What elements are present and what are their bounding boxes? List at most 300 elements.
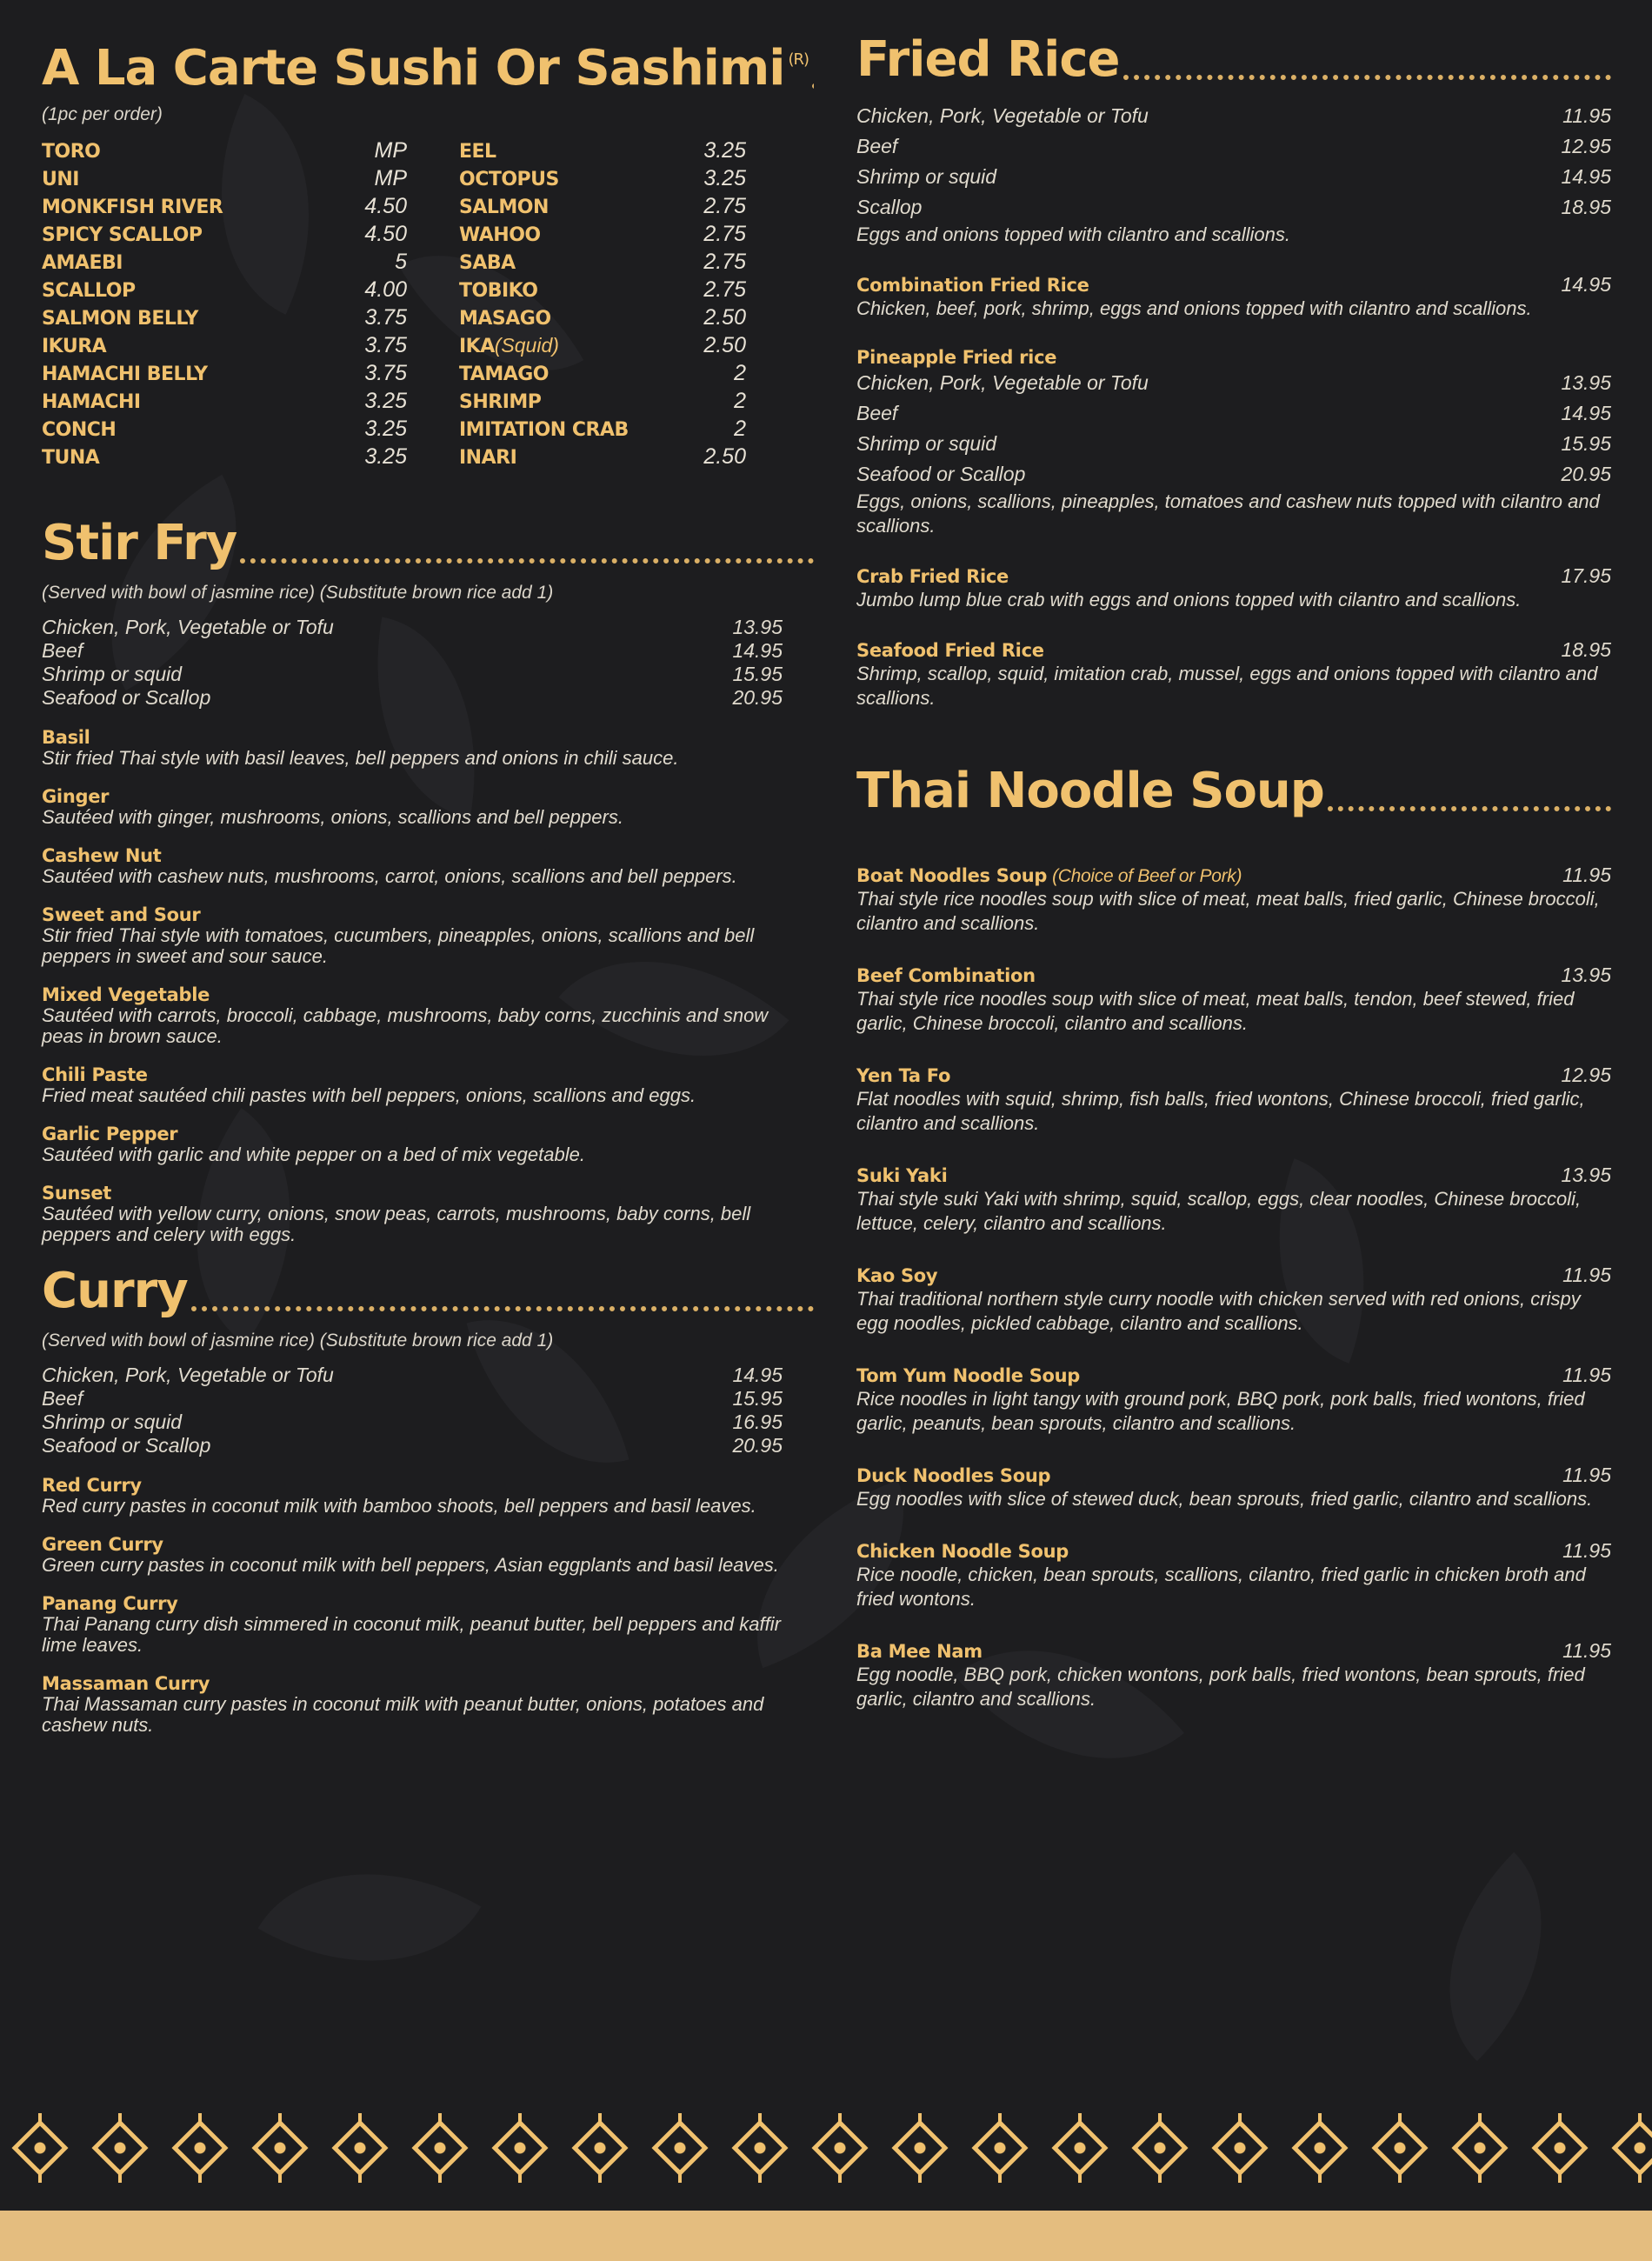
menu-item-desc: Rice noodle, chicken, bean sprouts, scallions, cilantro, fried garlic in chicken broth and fried wontons. bbox=[856, 1564, 1586, 1610]
sushi-name: HAMACHI bbox=[42, 391, 141, 413]
sushi-price: 2.50 bbox=[703, 444, 746, 469]
fried-rice-title bbox=[856, 31, 1611, 89]
protein-row bbox=[42, 1387, 783, 1411]
sushi-name-wrap bbox=[459, 360, 549, 388]
menu-item-desc: Jumbo lump blue crab with eggs and onions topped with cilantro and scallions. bbox=[856, 589, 1522, 610]
sushi-price: 2 bbox=[734, 389, 746, 413]
menu-item-header bbox=[856, 564, 1611, 588]
menu-item-name-text: Beef Combination bbox=[856, 965, 1036, 986]
curry-title bbox=[42, 1263, 814, 1320]
stir-fry-section bbox=[42, 515, 814, 1245]
menu-item-desc: Thai traditional northern style curry noodle with chicken served with red onions, crispy egg noodles, pickled cabbage, cilantro and scallions. bbox=[856, 1288, 1581, 1334]
sushi-name: SABA bbox=[459, 252, 516, 274]
menu-item-sub: (Choice of Beef or Pork) bbox=[1052, 866, 1242, 886]
menu-item-name bbox=[856, 1265, 937, 1286]
sushi-price: MP bbox=[374, 138, 407, 163]
sushi-name-wrap bbox=[42, 416, 116, 444]
sushi-price: 3.25 bbox=[364, 444, 407, 469]
menu-item-desc: Red curry pastes in coconut milk with bamboo shoots, bell peppers and basil leaves. bbox=[42, 1495, 756, 1517]
sushi-name: AMAEBI bbox=[42, 252, 123, 274]
protein-name: Seafood or Scallop bbox=[856, 463, 1026, 485]
menu-item-name: Sweet and Sour bbox=[42, 904, 201, 925]
menu-item-name: Pineapple Fried rice bbox=[856, 347, 1057, 368]
menu-item-header bbox=[856, 964, 1611, 987]
protein-row bbox=[856, 368, 1611, 398]
sushi-row bbox=[459, 416, 746, 444]
sushi-name-wrap bbox=[459, 332, 559, 360]
protein-price: 11.95 bbox=[1562, 104, 1611, 127]
protein-price: 14.95 bbox=[732, 1364, 783, 1386]
protein-name: Chicken, Pork, Vegetable or Tofu bbox=[42, 616, 334, 638]
sushi-name-wrap bbox=[42, 221, 203, 249]
sushi-price: 2.75 bbox=[703, 277, 746, 302]
protein-row bbox=[856, 459, 1611, 490]
footer-band bbox=[0, 2211, 1652, 2261]
sushi-row bbox=[459, 360, 746, 388]
title-dots bbox=[1123, 75, 1611, 80]
menu-item bbox=[856, 1464, 1611, 1511]
menu-item bbox=[42, 786, 783, 828]
sushi-price: 2 bbox=[734, 361, 746, 385]
pineapple-protein-list bbox=[856, 368, 1611, 490]
menu-item-desc: Sautéed with cashew nuts, mushrooms, carrot, onions, scallions and bell peppers. bbox=[42, 865, 737, 887]
stir-fry-note: (Served with bowl of jasmine rice) (Substitute brown rice add 1) bbox=[42, 583, 554, 603]
menu-item-desc: Thai Panang curry dish simmered in coconut milk, peanut butter, bell peppers and kaffir lime leaves. bbox=[42, 1613, 781, 1656]
menu-item-name bbox=[856, 965, 1036, 986]
sushi-row bbox=[459, 193, 746, 221]
sushi-row bbox=[459, 444, 746, 471]
sushi-price: 3.25 bbox=[703, 166, 746, 190]
sushi-name: TORO bbox=[42, 141, 101, 163]
menu-item bbox=[42, 1124, 783, 1165]
protein-price: 15.95 bbox=[1561, 432, 1611, 455]
menu-item-name: Combination Fried Rice bbox=[856, 275, 1089, 296]
noodle-soup-section bbox=[856, 763, 1611, 1711]
menu-item-desc: Sautéed with ginger, mushrooms, onions, scallions and bell peppers. bbox=[42, 806, 623, 828]
menu-item-price: 11.95 bbox=[1562, 864, 1611, 886]
menu-item bbox=[856, 638, 1611, 710]
sushi-name: SALMON BELLY bbox=[42, 308, 198, 330]
menu-item bbox=[856, 1064, 1611, 1136]
menu-item bbox=[42, 727, 783, 769]
sushi-name-sub: (Squid) bbox=[494, 334, 559, 357]
sushi-name: MONKFISH RIVER bbox=[42, 197, 223, 218]
title-dots bbox=[191, 1306, 814, 1311]
sushi-name-wrap bbox=[459, 221, 541, 249]
border-diamond-ornament bbox=[731, 2119, 788, 2176]
stir-fry-title bbox=[42, 515, 814, 572]
protein-row bbox=[856, 162, 1611, 192]
sushi-column-1 bbox=[42, 137, 407, 471]
sushi-name: INARI bbox=[459, 447, 517, 469]
menu-item bbox=[856, 347, 1611, 538]
sushi-price: 4.00 bbox=[364, 277, 407, 302]
left-column bbox=[42, 31, 814, 1753]
menu-item-desc: Shrimp, scallop, squid, imitation crab, mussel, eggs and onions topped with cilantro and scallions. bbox=[856, 663, 1598, 709]
sushi-price: 2.75 bbox=[703, 222, 746, 246]
menu-item-header bbox=[856, 273, 1611, 297]
protein-price: 14.95 bbox=[1561, 402, 1611, 424]
sushi-price: 5 bbox=[395, 250, 407, 274]
protein-name: Shrimp or squid bbox=[42, 1411, 183, 1433]
menu-item-name: Cashew Nut bbox=[42, 845, 162, 866]
menu-item bbox=[42, 904, 783, 967]
sushi-price: 2 bbox=[734, 417, 746, 441]
fried-rice-section bbox=[856, 31, 1611, 710]
sushi-name-wrap bbox=[42, 444, 99, 471]
protein-row bbox=[42, 1434, 783, 1457]
sushi-name-wrap bbox=[42, 304, 198, 332]
background-leaf bbox=[1391, 1852, 1600, 2061]
border-diamond-ornament bbox=[1131, 2119, 1188, 2176]
sushi-name-wrap bbox=[42, 388, 141, 416]
menu-item bbox=[42, 1475, 783, 1517]
menu-item-desc: Thai style rice noodles soup with slice of meat, meat balls, fried garlic, Chinese broccoli, cilantro and scallions. bbox=[856, 888, 1600, 934]
sushi-row bbox=[42, 332, 407, 360]
stir-fry-protein-list bbox=[42, 616, 783, 710]
sushi-row bbox=[459, 388, 746, 416]
sushi-name: WAHOO bbox=[459, 224, 541, 246]
menu-item bbox=[42, 1183, 783, 1245]
menu-item-name: Panang Curry bbox=[42, 1593, 178, 1614]
border-diamond-ornament bbox=[891, 2119, 948, 2176]
menu-item-name bbox=[856, 1165, 947, 1186]
menu-item-price: 11.95 bbox=[1562, 1264, 1611, 1286]
sushi-name-wrap bbox=[459, 416, 629, 444]
title-dots bbox=[1328, 806, 1611, 811]
curry-title-text: Curry bbox=[42, 1263, 188, 1319]
sushi-price: 2.75 bbox=[703, 194, 746, 218]
noodle-soup-items bbox=[856, 864, 1611, 1711]
sushi-price: 3.25 bbox=[364, 417, 407, 441]
menu-item-desc: Thai style suki Yaki with shrimp, squid, scallop, eggs, clear noodles, Chinese broccoli, lettuce, celery, cilantro and scallions. bbox=[856, 1188, 1582, 1234]
menu-item-header bbox=[856, 1264, 1611, 1287]
protein-price: 14.95 bbox=[732, 639, 783, 662]
menu-item-desc: Sautéed with yellow curry, onions, snow peas, carrots, mushrooms, baby corns, bell peppers and celery with eggs. bbox=[42, 1203, 751, 1245]
sushi-price: 4.50 bbox=[364, 194, 407, 218]
menu-item-header bbox=[856, 1064, 1611, 1087]
sushi-list bbox=[42, 137, 814, 471]
menu-item-header bbox=[856, 1164, 1611, 1187]
sushi-name-wrap bbox=[459, 277, 537, 304]
border-diamond-ornament bbox=[651, 2119, 708, 2176]
border-diamond-ornament bbox=[811, 2119, 868, 2176]
sushi-name-wrap bbox=[42, 360, 208, 388]
sushi-price: 2.50 bbox=[703, 305, 746, 330]
border-diamond-ornament bbox=[491, 2119, 548, 2176]
sushi-price: 2.50 bbox=[703, 333, 746, 357]
menu-item-desc: Green curry pastes in coconut milk with bell peppers, Asian eggplants and basil leaves. bbox=[42, 1554, 779, 1576]
sushi-name: SCALLOP bbox=[42, 280, 136, 302]
menu-item bbox=[856, 1264, 1611, 1336]
border-diamond-ornament bbox=[971, 2119, 1028, 2176]
protein-name: Shrimp or squid bbox=[42, 663, 183, 685]
sushi-name-wrap bbox=[459, 193, 549, 221]
protein-price: 15.95 bbox=[732, 1387, 783, 1410]
protein-price: 20.95 bbox=[732, 686, 783, 709]
menu-item-desc: Chicken, beef, pork, shrimp, eggs and onions topped with cilantro and scallions. bbox=[856, 297, 1532, 319]
decorative-border bbox=[0, 2113, 1652, 2183]
menu-item-name-text: Suki Yaki bbox=[856, 1165, 948, 1186]
sushi-name-wrap bbox=[42, 249, 123, 277]
sushi-name: IKURA bbox=[42, 336, 107, 357]
sushi-row bbox=[459, 304, 746, 332]
menu-item-name-text: Duck Noodles Soup bbox=[856, 1465, 1051, 1486]
menu-item-desc: Sautéed with carrots, broccoli, cabbage, mushrooms, baby corns, zucchinis and snow peas in brown sauce. bbox=[42, 1004, 769, 1047]
border-diamond-ornament bbox=[171, 2119, 228, 2176]
protein-row bbox=[42, 1364, 783, 1387]
menu-item-desc: Stir fried Thai style with basil leaves, bell peppers and onions in chili sauce. bbox=[42, 747, 679, 769]
menu-item-name bbox=[856, 1641, 983, 1662]
protein-row bbox=[42, 639, 783, 663]
menu-item-price: 11.95 bbox=[1562, 1639, 1611, 1662]
menu-item-header bbox=[856, 1364, 1611, 1387]
curry-note: (Served with bowl of jasmine rice) (Substitute brown rice add 1) bbox=[42, 1331, 554, 1351]
sushi-name: TOBIKO bbox=[459, 280, 538, 302]
sushi-name-wrap bbox=[42, 193, 223, 221]
sushi-row bbox=[459, 221, 746, 249]
curry-items bbox=[42, 1475, 783, 1736]
protein-name: Seafood or Scallop bbox=[42, 1434, 211, 1457]
protein-price: 13.95 bbox=[1561, 371, 1611, 394]
sushi-name: SALMON bbox=[459, 197, 549, 218]
menu-item bbox=[856, 864, 1611, 936]
menu-item-name: Sunset bbox=[42, 1183, 112, 1204]
protein-price: 20.95 bbox=[732, 1434, 783, 1457]
menu-item-name bbox=[856, 1541, 1069, 1562]
sushi-name: HAMACHI BELLY bbox=[42, 363, 208, 385]
border-diamond-ornament bbox=[1451, 2119, 1508, 2176]
menu-item-name: Ginger bbox=[42, 786, 110, 807]
sushi-row bbox=[459, 137, 746, 165]
protein-name: Chicken, Pork, Vegetable or Tofu bbox=[856, 104, 1149, 127]
registered-mark: (R) bbox=[788, 50, 809, 69]
noodle-soup-title-text: Thai Noodle Soup bbox=[856, 763, 1324, 819]
protein-price: 13.95 bbox=[732, 616, 783, 638]
menu-item bbox=[856, 1539, 1611, 1611]
sushi-row bbox=[42, 388, 407, 416]
title-dots bbox=[812, 83, 814, 89]
sushi-name-wrap bbox=[42, 137, 100, 165]
protein-name: Shrimp or squid bbox=[856, 165, 997, 188]
menu-item-price: 11.95 bbox=[1562, 1539, 1611, 1562]
menu-item-desc: Sautéed with garlic and white pepper on a bed of mix vegetable. bbox=[42, 1144, 585, 1165]
menu-item bbox=[42, 1593, 783, 1656]
border-diamond-ornament bbox=[411, 2119, 468, 2176]
menu-item-price: 13.95 bbox=[1561, 1164, 1611, 1186]
sushi-name-wrap bbox=[42, 277, 136, 304]
fried-rice-protein-list bbox=[856, 101, 1611, 223]
protein-row bbox=[856, 429, 1611, 459]
menu-item-header bbox=[856, 1464, 1611, 1487]
border-diamond-ornament bbox=[91, 2119, 148, 2176]
curry-protein-list bbox=[42, 1364, 783, 1457]
protein-price: 15.95 bbox=[732, 663, 783, 685]
menu-item bbox=[856, 1364, 1611, 1436]
menu-item bbox=[42, 1064, 783, 1106]
protein-name: Chicken, Pork, Vegetable or Tofu bbox=[856, 371, 1149, 394]
protein-row bbox=[856, 101, 1611, 131]
menu-item-price: 14.95 bbox=[1561, 273, 1611, 296]
sushi-price: 3.25 bbox=[703, 138, 746, 163]
menu-item-name: Seafood Fried Rice bbox=[856, 640, 1044, 661]
protein-price: 18.95 bbox=[1561, 196, 1611, 218]
sushi-price: 3.75 bbox=[364, 305, 407, 330]
sushi-row bbox=[459, 165, 746, 193]
sushi-price: 2.75 bbox=[703, 250, 746, 274]
menu-item-name-text: Boat Noodles Soup bbox=[856, 865, 1048, 886]
protein-price: 12.95 bbox=[1561, 135, 1611, 157]
menu-item-desc: Fried meat sautéed chili pastes with bell peppers, onions, scallions and eggs. bbox=[42, 1084, 696, 1106]
stir-fry-items bbox=[42, 727, 783, 1245]
sushi-row bbox=[42, 165, 407, 193]
sushi-name: TUNA bbox=[42, 447, 100, 469]
sushi-name-wrap bbox=[459, 304, 551, 332]
menu-item bbox=[42, 984, 783, 1047]
noodle-soup-title bbox=[856, 763, 1611, 820]
sushi-price: 4.50 bbox=[364, 222, 407, 246]
sushi-column-2 bbox=[459, 137, 746, 471]
menu-item bbox=[856, 564, 1611, 612]
sushi-row bbox=[42, 221, 407, 249]
menu-item-name: Green Curry bbox=[42, 1534, 163, 1555]
sushi-row bbox=[42, 304, 407, 332]
menu-item bbox=[856, 964, 1611, 1036]
border-diamond-ornament bbox=[1051, 2119, 1108, 2176]
protein-name: Beef bbox=[42, 639, 83, 662]
sushi-row bbox=[42, 416, 407, 444]
menu-item-name-text: Tom Yum Noodle Soup bbox=[856, 1365, 1081, 1386]
sushi-name: SPICY SCALLOP bbox=[42, 224, 203, 246]
menu-item-desc: Thai style rice noodles soup with slice of meat, meat balls, tendon, beef stewed, fried garlic, Chinese broccoli, cilantro and scallions. bbox=[856, 988, 1575, 1034]
menu-item-name: Chili Paste bbox=[42, 1064, 148, 1085]
sushi-name-wrap bbox=[42, 332, 106, 360]
menu-item-name-text: Yen Ta Fo bbox=[856, 1065, 951, 1086]
menu-item-name-text: Kao Soy bbox=[856, 1265, 938, 1286]
menu-item-desc: Egg noodle, BBQ pork, chicken wontons, pork balls, fried wontons, bean sprouts, fried garlic, cilantro and scallions. bbox=[856, 1664, 1585, 1710]
sushi-row bbox=[459, 332, 746, 360]
border-diamond-ornament bbox=[1211, 2119, 1268, 2176]
menu-item-name bbox=[856, 1365, 1080, 1386]
menu-item bbox=[42, 1534, 783, 1576]
sushi-name: UNI bbox=[42, 169, 79, 190]
border-diamond-ornament bbox=[571, 2119, 628, 2176]
menu-item-name-text: Chicken Noodle Soup bbox=[856, 1541, 1069, 1562]
protein-row bbox=[42, 616, 783, 639]
menu-item-desc: Eggs and onions topped with cilantro and scallions. bbox=[856, 223, 1290, 245]
menu-item-desc: Flat noodles with squid, shrimp, fish balls, fried wontons, Chinese broccoli, fried garlic, cilantro and scallions. bbox=[856, 1088, 1585, 1134]
menu-item-header bbox=[856, 1639, 1611, 1663]
sushi-name: EEL bbox=[459, 141, 496, 163]
stir-fry-title-text: Stir Fry bbox=[42, 515, 237, 571]
sushi-price: MP bbox=[374, 166, 407, 190]
sushi-row bbox=[42, 193, 407, 221]
menu-item bbox=[42, 845, 783, 887]
menu-item-price: 11.95 bbox=[1562, 1364, 1611, 1386]
sushi-section bbox=[42, 31, 814, 471]
protein-name: Scallop bbox=[856, 196, 923, 218]
menu-item-name: Basil bbox=[42, 727, 90, 748]
protein-name: Shrimp or squid bbox=[856, 432, 997, 455]
sushi-name-wrap bbox=[459, 249, 516, 277]
sushi-name: CONCH bbox=[42, 419, 117, 441]
border-diamond-ornament bbox=[1531, 2119, 1588, 2176]
right-column bbox=[856, 31, 1611, 1739]
menu-item-name: Massaman Curry bbox=[42, 1673, 210, 1694]
border-diamond-ornament bbox=[1611, 2119, 1652, 2176]
curry-section bbox=[42, 1263, 814, 1736]
sushi-name-wrap bbox=[459, 388, 541, 416]
protein-name: Seafood or Scallop bbox=[42, 686, 211, 709]
sushi-row bbox=[42, 360, 407, 388]
sushi-name: TAMAGO bbox=[459, 363, 550, 385]
menu-item-name-text: Ba Mee Nam bbox=[856, 1641, 983, 1662]
menu-item-desc: Thai Massaman curry pastes in coconut milk with peanut butter, onions, potatoes and cashew nuts. bbox=[42, 1693, 764, 1736]
menu-item-name bbox=[856, 1465, 1050, 1486]
protein-price: 20.95 bbox=[1561, 463, 1611, 485]
menu-item-price: 17.95 bbox=[1561, 564, 1611, 587]
protein-row bbox=[856, 192, 1611, 223]
menu-item-price: 13.95 bbox=[1561, 964, 1611, 986]
fried-rice-title-text: Fried Rice bbox=[856, 31, 1120, 88]
sushi-row bbox=[42, 444, 407, 471]
menu-item-price: 18.95 bbox=[1561, 638, 1611, 661]
menu-item-name bbox=[856, 865, 1242, 887]
menu-item-header bbox=[856, 347, 1611, 368]
sushi-name: SHRIMP bbox=[459, 391, 542, 413]
sushi-name-wrap bbox=[459, 137, 496, 165]
sushi-price: 3.25 bbox=[364, 389, 407, 413]
sushi-row bbox=[459, 277, 746, 304]
border-diamond-ornament bbox=[1291, 2119, 1348, 2176]
border-diamond-ornament bbox=[331, 2119, 388, 2176]
menu-item-name: Red Curry bbox=[42, 1475, 142, 1496]
protein-price: 16.95 bbox=[732, 1411, 783, 1433]
menu-item-header bbox=[856, 864, 1611, 887]
border-diamond-ornament bbox=[11, 2119, 68, 2176]
protein-row bbox=[42, 686, 783, 710]
menu-item bbox=[42, 1673, 783, 1736]
title-dots bbox=[240, 558, 814, 564]
sushi-price: 3.75 bbox=[364, 361, 407, 385]
protein-row bbox=[856, 131, 1611, 162]
sushi-row bbox=[42, 249, 407, 277]
sushi-name: OCTOPUS bbox=[459, 169, 559, 190]
menu-item-name: Garlic Pepper bbox=[42, 1124, 178, 1144]
sushi-name-wrap bbox=[42, 165, 79, 193]
menu-item-desc: Rice noodles in light tangy with ground pork, BBQ pork, pork balls, fried wontons, fried garlic, peanuts, bean sprouts, cilantro and scallions. bbox=[856, 1388, 1585, 1434]
menu-item-name: Crab Fried Rice bbox=[856, 566, 1009, 587]
sushi-row bbox=[459, 249, 746, 277]
sushi-row bbox=[42, 137, 407, 165]
sushi-name: IMITATION CRAB bbox=[459, 419, 629, 441]
protein-price: 14.95 bbox=[1561, 165, 1611, 188]
protein-name: Beef bbox=[856, 135, 898, 157]
sushi-note: (1pc per order) bbox=[42, 104, 163, 124]
border-diamond-ornament bbox=[251, 2119, 308, 2176]
sushi-name-wrap bbox=[459, 165, 559, 193]
protein-name: Chicken, Pork, Vegetable or Tofu bbox=[42, 1364, 334, 1386]
menu-item bbox=[856, 273, 1611, 321]
menu-item bbox=[856, 1164, 1611, 1236]
menu-item-price: 11.95 bbox=[1562, 1464, 1611, 1486]
menu-item-price: 12.95 bbox=[1561, 1064, 1611, 1086]
protein-name: Beef bbox=[42, 1387, 83, 1410]
menu-item-desc: Egg noodles with slice of stewed duck, bean sprouts, fried garlic, cilantro and scallions. bbox=[856, 1488, 1593, 1510]
protein-name: Beef bbox=[856, 402, 898, 424]
menu-item-header bbox=[856, 638, 1611, 662]
sushi-name: MASAGO bbox=[459, 308, 551, 330]
